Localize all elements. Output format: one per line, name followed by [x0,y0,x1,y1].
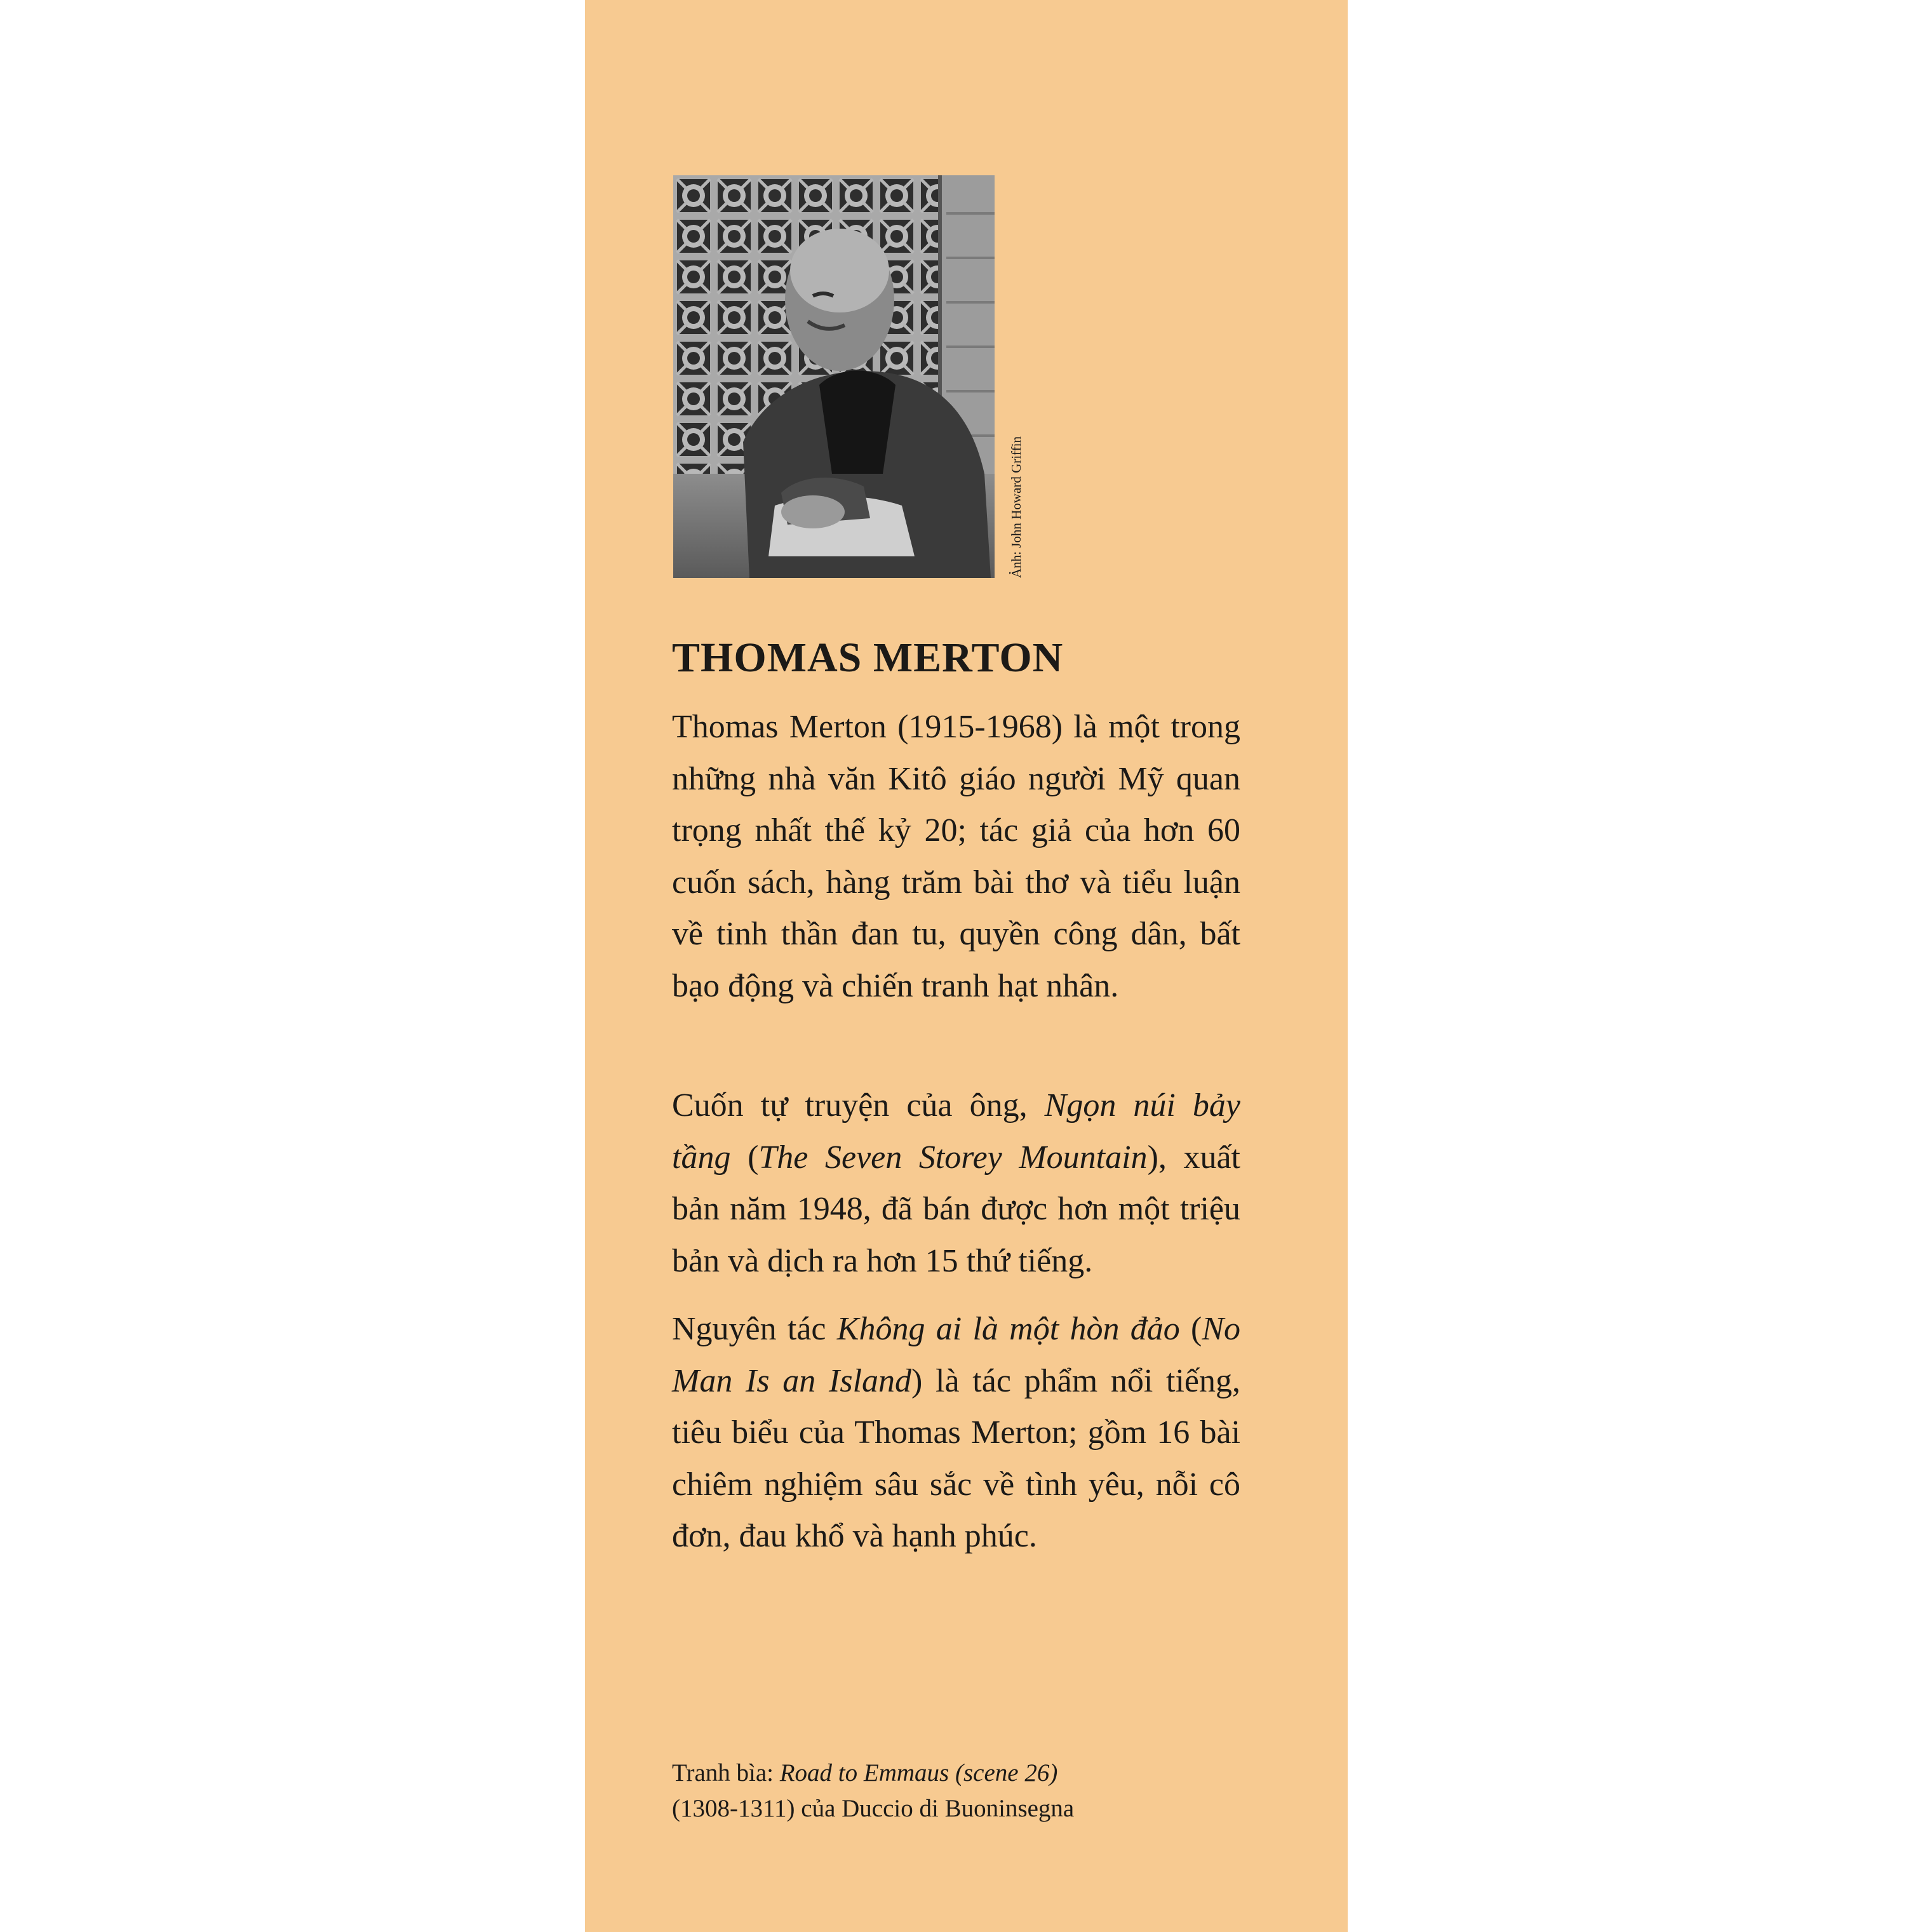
bio-3-text-c: ) là tác phẩm nổi tiếng, tiêu biểu của Thomas Merton; gồm 16 bài chiêm nghiệm sâu sắc về tình yêu, nỗi cô đơn, đau khổ và hạnh phúc. [672,1362,1240,1554]
original-title-vi: Không ai là một hòn đảo [836,1311,1180,1347]
bio-2-text-b: ( [748,1139,759,1176]
book-title-vi: Ngọn núi bảy tầng [672,1087,1240,1176]
bio-2-text-c: ), xuất bản năm 1948, đã bán được hơn một triệu bản và dịch ra hơn 15 thứ tiếng. [672,1139,1241,1279]
bio-2-text-a: Cuốn tự truyện của ông, [672,1087,1028,1124]
original-title-en: No Man Is an Island [672,1311,1241,1399]
cover-credit-label: Tranh bìa: [672,1759,774,1787]
author-photo [673,175,995,578]
bio-3-text-a: Nguyên tác [672,1311,826,1347]
author-name: THOMAS MERTON [672,634,1064,681]
bio-paragraph-2 [672,1080,1240,1287]
book-title-en: The Seven Storey Mountain [758,1139,1148,1176]
bio-paragraph-3 [672,1303,1240,1562]
cover-credit [672,1755,1244,1827]
cover-painting-title: Road to Emmaus (scene 26) [779,1759,1058,1787]
bio-paragraph-1: Thomas Merton (1915-1968) là một trong những nhà văn Kitô giáo người Mỹ quan trọng nhất thế kỷ 20; tác giả của hơn 60 cuốn sách, hàng trăm bài thơ và tiểu luận về tinh thần đan tu, quyền công dân, bất bạo động và chiến tranh hạt nhân. [672,709,1240,1004]
bio-3-text-b: ( [1191,1311,1202,1347]
cover-credit-line2: (1308-1311) của Duccio di Buoninsegna [672,1795,1075,1822]
photo-credit: Ảnh: John Howard Griffin [1009,436,1024,578]
